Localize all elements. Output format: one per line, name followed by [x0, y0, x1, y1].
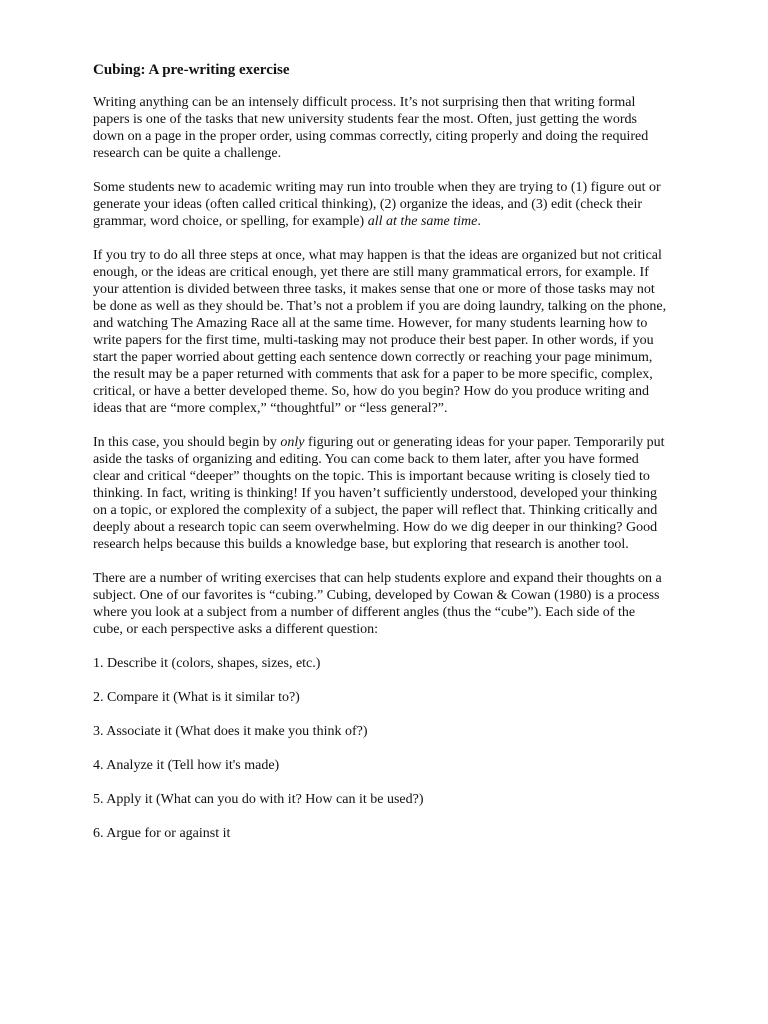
list-item: 6. Argue for or against it: [93, 826, 231, 841]
list-item: 3. Associate it (What does it make you think of?): [93, 724, 368, 739]
paragraph-three-tasks-end: .: [477, 214, 481, 229]
paragraph-three-tasks-emphasis: all at the same time: [367, 214, 478, 229]
paragraph-begin-start: In this case, you should begin by: [93, 435, 281, 450]
paragraph-begin-emphasis: only: [280, 435, 305, 450]
paragraph-all-steps: If you try to do all three steps at once, what may happen is that the ideas are organized but not critical enough, or the ideas are critical enough, yet there are still many grammatical errors, for example. If your attention is divided between three tasks, it makes sense that one or more of those tasks may not be done as well as they should be. That’s not a problem if you are doing laundry, talking on the phone, and watching The Amazing Race all at the same time. However, for many students learning how to write papers for the first time, multi-tasking may not produce their best paper. In other words, if you start the paper worried about getting each sentence down correctly or reaching your page minimum, the result may be a paper returned with comments that ask for a paper to be more specific, complex, critical, or have a better developed theme. So, how do you begin? How do you produce writing and ideas that are “more complex,” “thoughtful” or “less general?”.: [93, 248, 667, 416]
document-page: [93, 60, 668, 859]
paragraph-three-tasks-text: Some students new to academic writing may run into trouble when they are trying to (1) figure out or generate your ideas (often called critical thinking), (2) organize the ideas, and (3) edit (check their grammar, word choice, or spelling, for example): [93, 180, 661, 229]
document-title: Cubing: A pre-writing exercise: [93, 62, 290, 78]
cubing-list: [93, 655, 668, 842]
paragraph-three-tasks: [93, 179, 668, 230]
list-item: 2. Compare it (What is it similar to?): [93, 690, 300, 705]
paragraph-begin-rest: figuring out or generating ideas for your paper. Temporarily put aside the tasks of organizing and editing. You can come back to them later, after you have formed clear and critical “deeper” thoughts on the topic. This is important because writing is closely tied to thinking. In fact, writing is thinking! If you haven’t sufficiently understood, developed your thinking on a topic, or explored the complexity of a subject, the paper will reflect that. Thinking critically and deeply about a research topic can seem overwhelming. How do we dig deeper in our thinking? Good research helps because this builds a knowledge base, but exploring that research is another tool.: [93, 435, 665, 552]
list-item: 5. Apply it (What can you do with it? How can it be used?): [93, 792, 424, 807]
list-item: 4. Analyze it (Tell how it's made): [93, 758, 280, 773]
list-item: 1. Describe it (colors, shapes, sizes, etc.): [93, 656, 321, 671]
paragraph-begin: [93, 434, 668, 553]
paragraph-intro: Writing anything can be an intensely difficult process. It’s not surprising then that writing formal papers is one of the tasks that new university students fear the most. Often, just getting the words down on a page in the proper order, using commas correctly, citing properly and doing the required research can be quite a challenge.: [93, 95, 649, 161]
paragraph-cubing: There are a number of writing exercises that can help students explore and expand their thoughts on a subject. One of our favorites is “cubing.” Cubing, developed by Cowan & Cowan (1980) is a process where you look at a subject from a number of different angles (thus the “cube”). Each side of the cube, or each perspective asks a different question:: [93, 571, 662, 637]
